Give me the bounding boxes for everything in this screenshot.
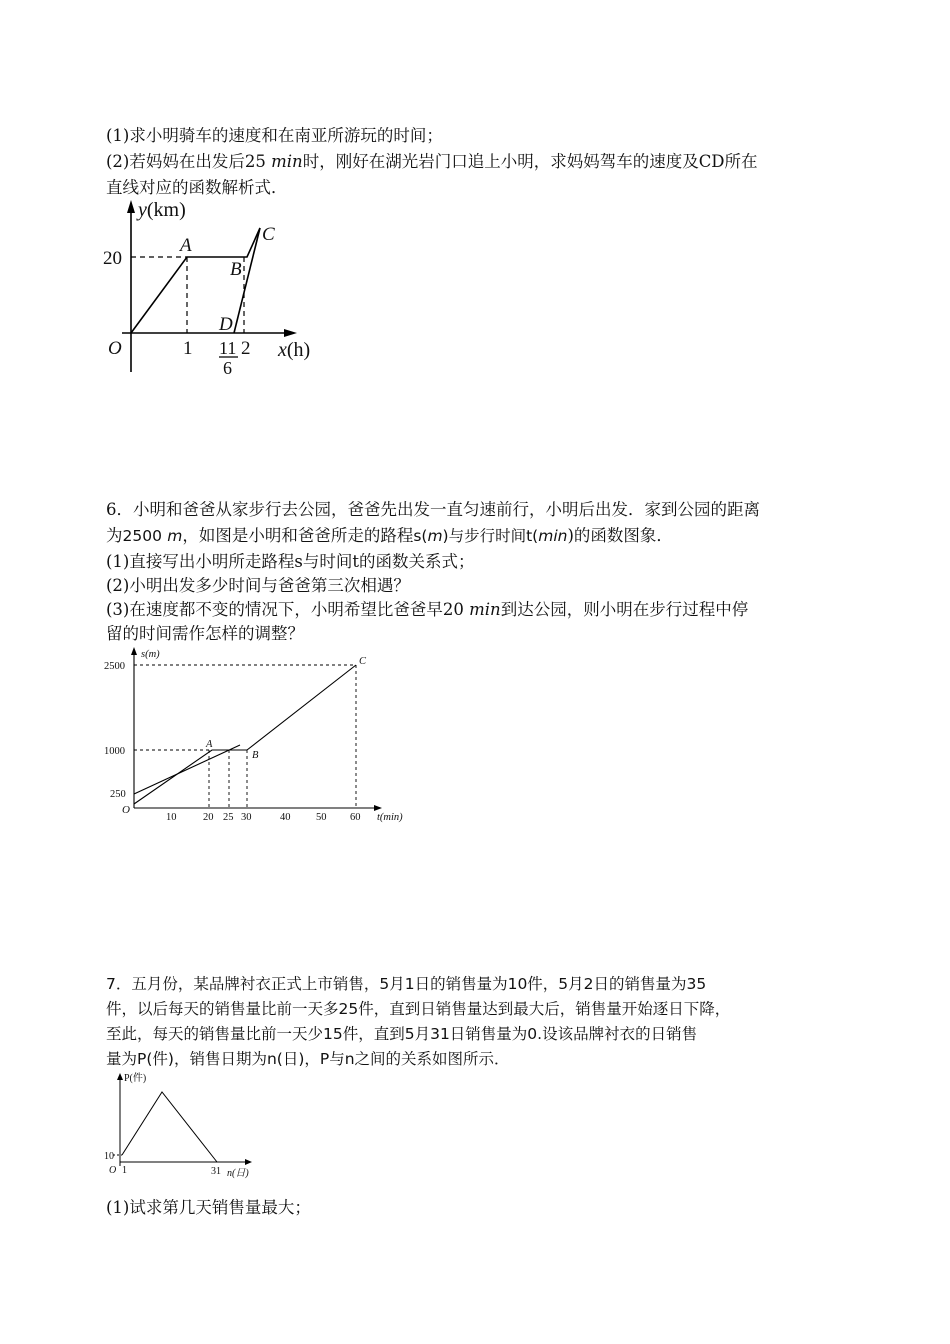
q5-ylabel: y(km)	[138, 199, 186, 221]
q6-ylabel: s(m)	[141, 649, 160, 660]
q5-point-A: A	[180, 235, 192, 256]
q6-xtick-10: 10	[166, 812, 177, 823]
q6-ytick-2500: 2500	[104, 661, 125, 672]
q5-point-C: C	[262, 224, 275, 245]
q5-sub2-post: 时，刚好在湖光岩门口追上小明，求妈妈驾车的速度及CD所在	[302, 152, 758, 171]
q7-ytick-10: 10	[104, 1151, 114, 1162]
q7-sales-path	[122, 1092, 217, 1162]
q7-line1: 7．五月份，某品牌衬衣正式上市销售，5月1日的销售量为10件，5月2日的销售量为35	[106, 975, 707, 993]
q5-ming-path	[131, 228, 260, 333]
q5-origin: O	[108, 338, 122, 359]
q7-line3: 至此，每天的销售量比前一天少15件，直到5月31日销售量为0.设该品牌衬衣的日销售	[106, 1025, 698, 1043]
q5-xtick-2: 2	[241, 338, 251, 359]
q6-origin: O	[122, 804, 130, 816]
q6-point-B: B	[252, 750, 259, 761]
q6-xtick-20: 20	[203, 812, 214, 823]
q5-xtick-1: 1	[183, 338, 193, 359]
q6-l2-sm: m	[427, 527, 443, 545]
q6-line2	[106, 524, 673, 548]
q6-xtick-25: 25	[223, 812, 234, 823]
q5-sub2	[106, 150, 758, 174]
q6-l2-mid1: ，如图是小明和爸爸所走的路程	[182, 526, 414, 545]
q6-sub3	[106, 598, 748, 622]
q7-line4: 量为P(件)，销售日期为n(日)，P与n之间的关系如图所示．	[106, 1050, 510, 1068]
q6-l2-post: )的函数图象．	[567, 526, 673, 545]
q6-point-A: A	[206, 739, 213, 750]
q6-l2-tmin: min	[538, 527, 568, 545]
q6-sub3-post: 到达公园，则小明在步行过程中停	[500, 600, 749, 619]
q6-sub2: (2)小明出发多少时间与爸爸第三次相遇？	[106, 576, 410, 595]
q5-figure	[98, 196, 330, 380]
q5-ytick-20: 20	[103, 248, 122, 269]
q7-xtick-1: 1	[122, 1165, 127, 1176]
q5-sub2-pre: (2)若妈妈在出发后25	[106, 152, 272, 171]
q5-xtick-frac-den: 6	[223, 358, 232, 378]
q6-l2-pre: 为	[106, 526, 123, 545]
q5-sub1: (1)求小明骑车的速度和在南亚所游玩的时间；	[106, 126, 443, 145]
q6-sub3b: 留的时间需作怎样的调整？	[106, 624, 304, 643]
q6-dad-line	[134, 745, 240, 794]
q5-y-arrow	[127, 200, 135, 213]
q6-xtick-60: 60	[350, 812, 361, 823]
q5-mom-line-CD	[234, 228, 260, 333]
q7-xtick-31: 31	[211, 1166, 221, 1177]
q6-l2-t: t(	[526, 527, 539, 545]
q6-ytick-250: 250	[110, 789, 126, 800]
q6-xlabel: t(min)	[377, 812, 403, 823]
q7-sub1: (1)试求第几天销售量最大；	[106, 1198, 311, 1217]
q6-l2-s: s(	[413, 527, 428, 545]
q7-ylabel: P(件)	[124, 1073, 147, 1084]
q6-xtick-50: 50	[316, 812, 327, 823]
q6-l2-mid2: )与步行时间	[442, 527, 527, 545]
q6-y-arrow	[131, 647, 137, 655]
q6-figure	[100, 644, 420, 826]
q6-ytick-1000: 1000	[104, 746, 125, 757]
q6-xtick-30: 30	[241, 812, 252, 823]
q6-xtick-40: 40	[280, 812, 291, 823]
q7-origin: O	[109, 1165, 117, 1176]
q6-ming-path	[134, 665, 356, 804]
q6-l2-num: 2500	[122, 527, 162, 545]
q5-sub2b: 直线对应的函数解析式．	[106, 178, 288, 197]
q5-xtick-frac-num: 11	[219, 338, 237, 358]
q6-x-arrow	[374, 805, 382, 811]
q5-x-arrow	[284, 329, 297, 337]
q6-l2-m: m	[167, 527, 183, 545]
q7-figure	[100, 1068, 270, 1184]
q5-xlabel: x(h)	[278, 339, 311, 361]
q6-sub1: (1)直接写出小明所走路程s与时间t的函数关系式；	[106, 552, 475, 571]
q6-line1: 6．小明和爸爸从家步行去公园，爸爸先出发一直匀速前行，小明后出发．家到公园的距离	[106, 500, 760, 519]
q7-x-arrow	[245, 1159, 252, 1165]
q5-point-D: D	[219, 314, 233, 335]
q7-y-arrow	[117, 1073, 123, 1080]
q6-sub3-unit: min	[469, 600, 501, 619]
q5-sub2-unit: min	[271, 152, 303, 171]
q7-xlabel: n(日)	[227, 1168, 249, 1179]
q7-line2: 件，以后每天的销售量比前一天多25件，直到日销售量达到最大后，销售量开始逐日下降，	[106, 1000, 731, 1018]
q6-sub3-pre: (3)在速度都不变的情况下，小明希望比爸爸早20	[106, 600, 470, 619]
q6-point-C: C	[359, 656, 367, 667]
q5-point-B: B	[230, 259, 242, 280]
